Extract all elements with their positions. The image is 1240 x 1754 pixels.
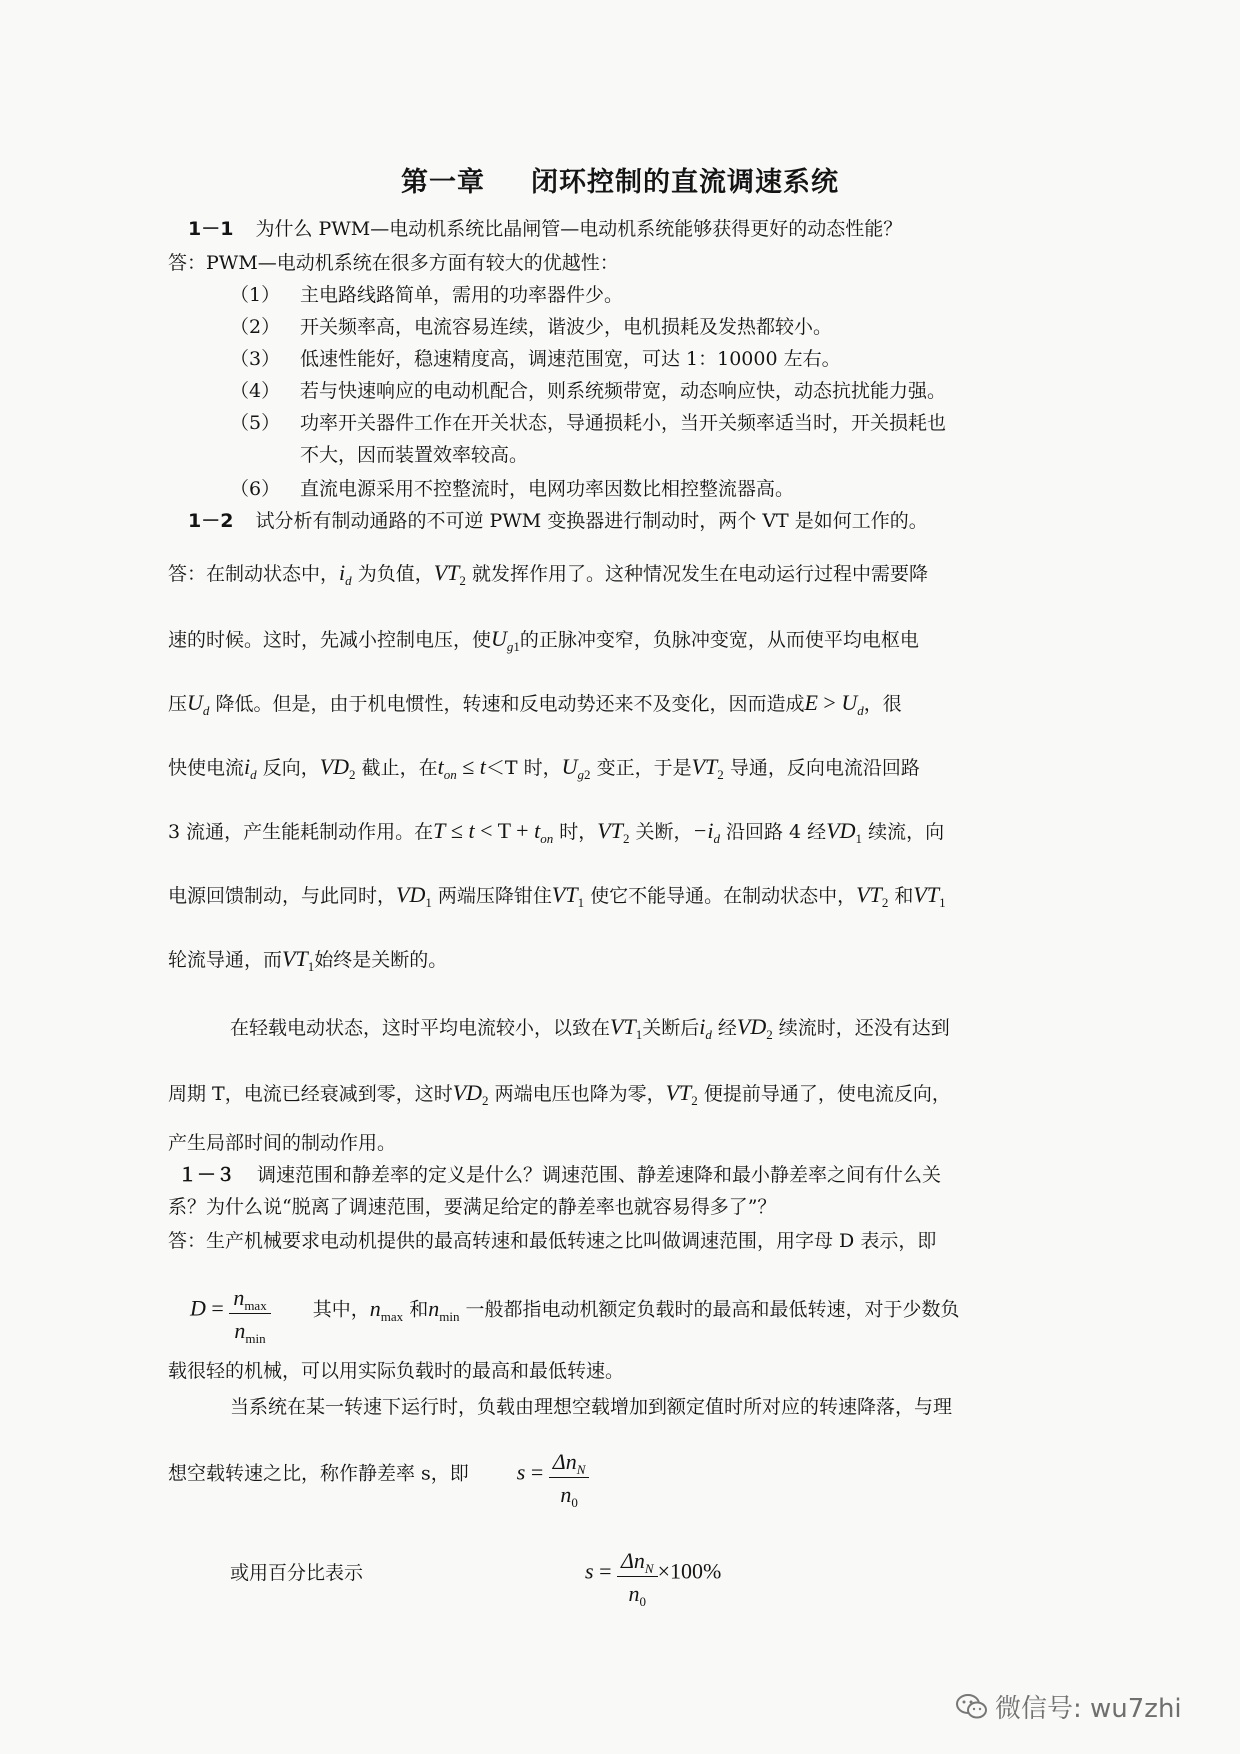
answer-intro: 答：PWM—电动机系统在很多方面有较大的优越性： (168, 252, 619, 274)
formula-line-s: 想空载转速之比，称作静差率 s，即 s = $\frac{\Delta n_N}{n_0}$ (168, 1446, 589, 1503)
paragraph-line: 答：在制动状态中，$i_d$ 为负值，$VT_2$ 就发挥作用了。这种情况发生在电动运行过程中需要降 (168, 560, 928, 588)
paragraph-line: 速的时候。这时，先减小控制电压，使$U_{g1}$的正脉冲变窄，负脉冲变宽，从而使平均电枢电 (168, 626, 919, 654)
list-item: （3） 低速性能好，稳速精度高，调速范围宽，可达 1：10000 左右。 (230, 348, 841, 370)
wechat-icon (955, 1692, 989, 1722)
paragraph-line: 产生局部时间的制动作用。 (168, 1132, 397, 1154)
question-text: 为什么 PWM—电动机系统比晶闸管—电动机系统能够获得更好的动态性能？ (255, 218, 903, 240)
question-number: 1－2 (188, 510, 234, 532)
list-item: （5） 功率开关器件工作在开关状态，导通损耗小，当开关频率适当时，开关损耗也 (230, 412, 947, 434)
paragraph-line: 电源回馈制动，与此同时，$VD_1$ 两端压降钳住$VT_1$ 使它不能导通。在制动状态中，$VT_2$ 和$VT_1$ (168, 882, 946, 910)
question-text-line-2: 系？为什么说“脱离了调速范围，要满足给定的静差率也就容易得多了”？ (168, 1196, 777, 1218)
question-number: 1－1 (188, 218, 234, 240)
list-item: （4） 若与快速响应的电动机配合，则系统频带宽，动态响应快，动态抗扰能力强。 (230, 380, 947, 402)
question-1-1 (188, 220, 902, 239)
list-item: （2） 开关频率高，电流容易连续，谐波少，电机损耗及发热都较小。 (230, 316, 833, 338)
formula-line-D: D = $\frac{n_{max}}{n_{min}}$ 其中，$n_{max}$ 和$n_{min}$ 一般都指电动机额定负载时的最高和最低转速，对于少数负 (190, 1285, 960, 1347)
paragraph-line: 当系统在某一转速下运行时，负载由理想空载增加到额定值时所对应的转速降落，与理 (230, 1396, 953, 1418)
paragraph-line: 快使电流$i_d$ 反向，$VD_2$ 截止，在$t_{on} \le t<T$ 时，$U_{g2}$ 变正，于是$VT_2$ 导通，反向电流沿回路 (168, 754, 920, 782)
chapter-title (0, 160, 1240, 199)
paragraph-line: 答：生产机械要求电动机提供的最高转速和最低转速之比叫做调速范围，用字母 D 表示，即 (168, 1230, 937, 1252)
chapter-name: 闭环控制的直流调速系统 (531, 167, 839, 198)
question-1-3 (178, 1166, 941, 1185)
list-item: （1） 主电路线路简单，需用的功率器件少。 (230, 284, 624, 306)
fraction-s: $\frac{\Delta n_N}{n_0}$ (549, 1450, 590, 1507)
question-1-2 (188, 512, 928, 531)
fraction-D: $\frac{n_{max}}{n_{min}}$ (229, 1286, 270, 1343)
chapter-number: 第一章 (401, 167, 485, 198)
paragraph-line: 3 流通，产生能耗制动作用。在$T \le t < T + t_{on}$ 时，$VT_2$ 关断，$-i_d$ 沿回路 4 经$VD_1$ 续流，向 (168, 818, 945, 846)
question-number: １－３ (178, 1164, 236, 1186)
paragraph-line: 压$U_d$ 降低。但是，由于机电惯性，转速和反电动势还来不及变化，因而造成$E > U_d$，很 (168, 690, 902, 718)
question-text: 试分析有制动通路的不可逆 PWM 变换器进行制动时，两个 VT 是如何工作的。 (255, 510, 928, 532)
fraction-s-percent: $\frac{\Delta n_N}{n_0}$ (617, 1549, 658, 1606)
list-item-continuation: 不大，因而装置效率较高。 (300, 444, 529, 466)
paragraph-line: 轮流导通，而$VT_1$始终是关断的。 (168, 946, 448, 974)
watermark-text: 微信号: wu7zhi (995, 1694, 1182, 1724)
list-item: （6） 直流电源采用不控整流时，电网功率因数比相控整流器高。 (230, 478, 795, 500)
question-text: 调速范围和静差率的定义是什么？调速范围、静差速降和最小静差率之间有什么关 (257, 1164, 942, 1186)
paragraph-line: 载很轻的机械，可以用实际负载时的最高和最低转速。 (168, 1360, 625, 1382)
paragraph-line: 在轻载电动状态，这时平均电流较小，以致在$VT_1$关断后$i_d$ 经$VD_2$ 续流时，还没有达到 (230, 1014, 950, 1042)
paragraph-line: 周期 T，电流已经衰减到零，这时$VD_2$ 两端电压也降为零，$VT_2$ 便提前导通了，使电流反向， (168, 1080, 951, 1108)
formula-line-s-percent: 或用百分比表示 s = $\frac{\Delta n_N}{n_0}$ ×100% (230, 1548, 722, 1610)
wechat-watermark (955, 1688, 1205, 1728)
